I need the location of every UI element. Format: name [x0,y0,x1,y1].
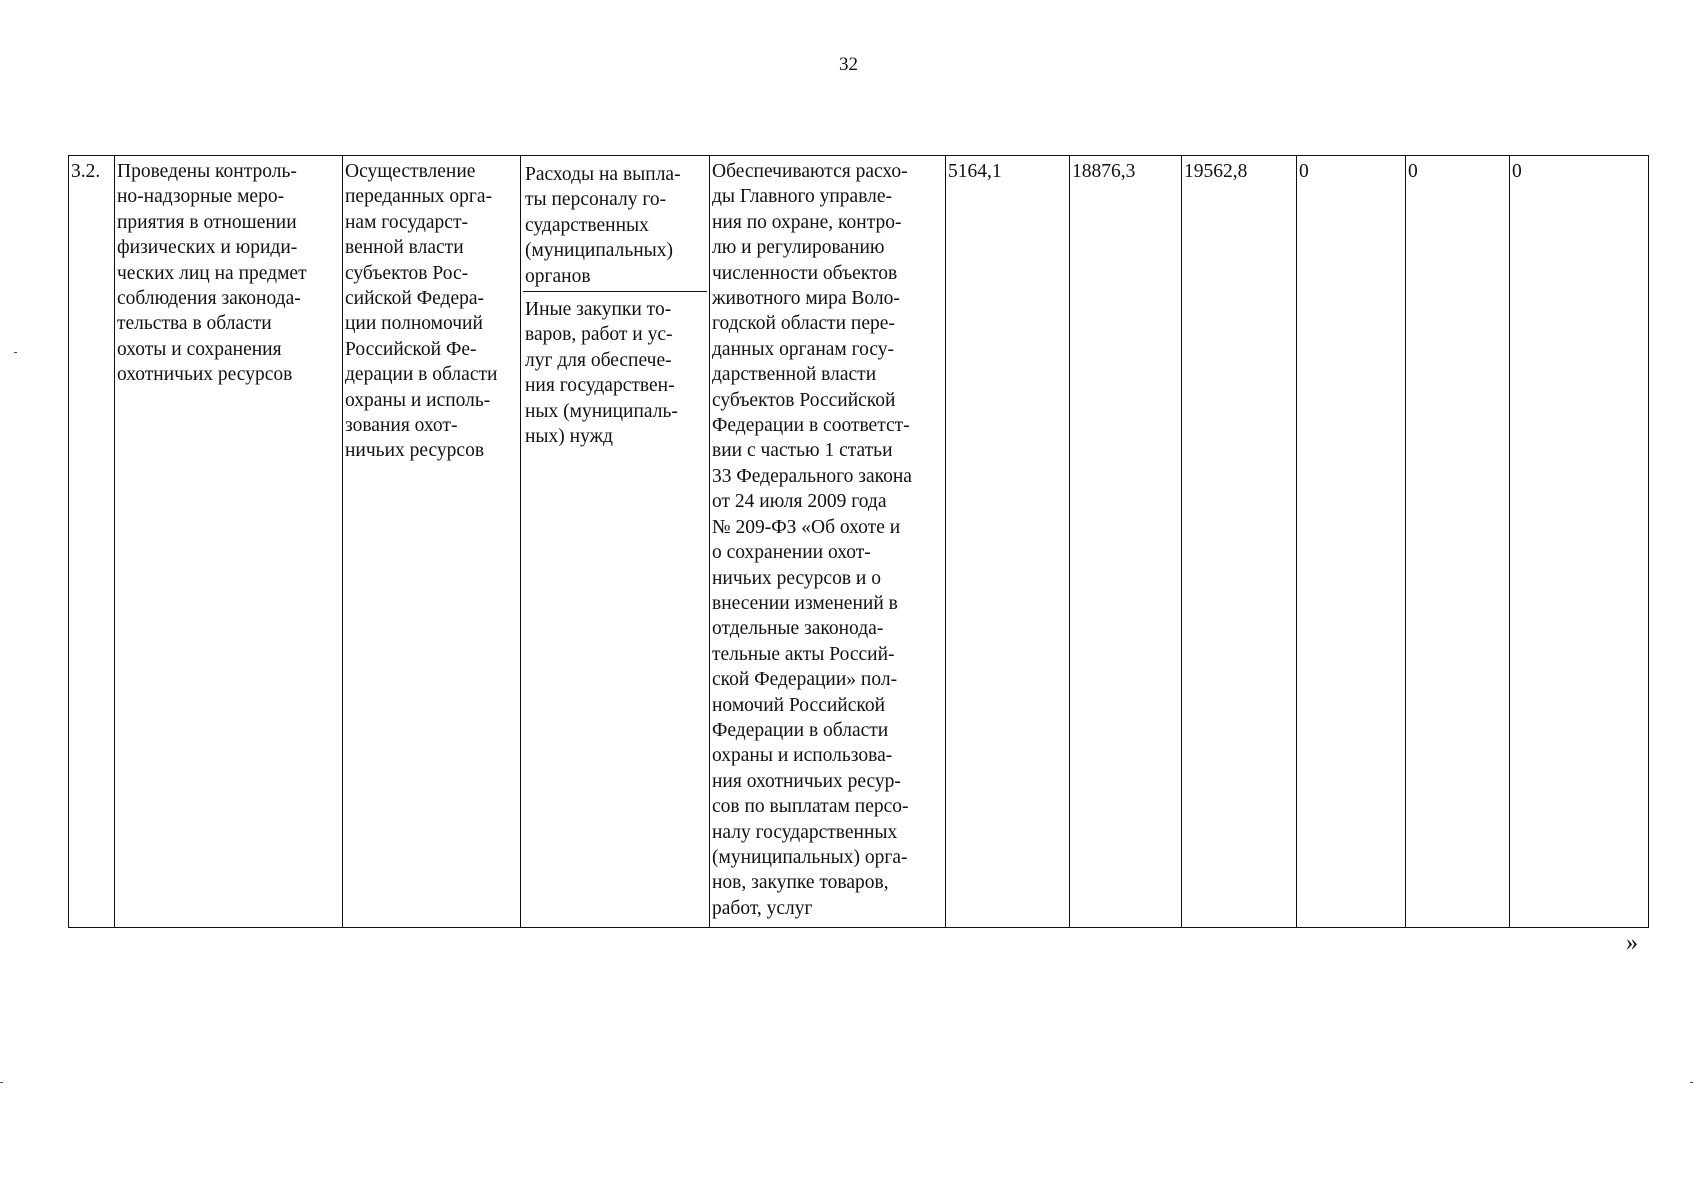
text-line: венной власти [345,237,464,259]
text-line: ных) нужд [525,426,613,448]
text-line: (муниципальных) орга- [712,846,908,868]
scan-speck [1690,1082,1693,1083]
text-line: Проведены контроль- [117,161,297,182]
text-line: отдельные законода- [712,618,884,640]
text-line: ской Федерации» пол- [712,669,898,691]
text-line: вии с частью 1 статьи [712,440,893,462]
activity-text [345,159,518,464]
text-line: физических и юриди- [117,237,298,259]
text-line: нов, закупке товаров, [712,872,889,894]
text-line: приятия в отношении [117,211,297,233]
text-line: Осуществление [345,161,476,182]
value-3: 19562,8 [1184,161,1248,182]
text-line: Российской Фе- [345,338,477,360]
text-line: сов по выплатам персо- [712,796,909,818]
description-text [712,159,943,921]
value-cell [1070,156,1182,928]
text-line: (муниципальных) [525,240,673,262]
text-line: тельства в области [117,313,272,335]
text-line: ных (муниципаль- [525,400,678,422]
value-cell [1297,156,1406,928]
text-line: переданных орга- [345,186,493,208]
budget-table [68,155,1649,928]
text-line: данных органам госу- [712,338,895,360]
text-line: луг для обеспече- [525,349,672,371]
text-line: сийской Федера- [345,288,485,310]
text-line: численности объектов [712,262,898,284]
scan-speck [14,352,17,353]
value-4: 0 [1299,161,1309,182]
text-line: ческих лиц на предмет [117,262,307,284]
text-line: № 209-ФЗ «Об охоте и [712,516,901,538]
scan-speck [0,1082,3,1083]
description-cell [710,156,946,928]
text-line: 33 Федерального закона [712,465,912,487]
text-line: органов [525,265,591,287]
value-6: 0 [1512,161,1522,182]
text-line: субъектов Российской [712,389,896,411]
text-line: сударственных [525,214,649,236]
text-line: субъектов Рос- [345,262,469,284]
text-line: зования охот- [345,415,458,437]
text-line: работ, услуг [712,897,813,919]
text-line: но-надзорные меро- [117,186,285,208]
expense-procurement-text [523,292,707,449]
text-line: дарственной власти [712,364,877,386]
result-text [117,159,340,388]
text-line: тельные акты Россий- [712,643,895,665]
text-line: ния по охране, контро- [712,211,902,233]
text-line: Обеспечиваются расхо- [712,161,908,182]
text-line: лю и регулированию [712,237,885,259]
row-number: 3.2. [71,161,101,182]
text-line: Федерации в соответст- [712,415,910,437]
text-line: охраны и исполь- [345,389,491,411]
row-number-cell [69,156,115,928]
text-line: охотничьих ресурсов [117,364,293,386]
text-line: охоты и сохранения [117,338,282,360]
value-cell [1406,156,1510,928]
value-5: 0 [1408,161,1418,182]
value-cell [946,156,1070,928]
text-line: животного мира Воло- [712,288,900,310]
text-line: ния охотничьих ресур- [712,770,901,792]
text-line: дерации в области [345,364,498,386]
text-line: Иные закупки то- [525,299,672,321]
text-line: соблюдения законода- [117,288,301,310]
text-line: нам государст- [345,211,468,233]
text-line: номочий Российской [712,694,886,716]
result-cell [115,156,343,928]
expense-type-cell [521,156,710,928]
text-line: ничьих ресурсов [345,440,485,462]
text-line: ния государствен- [525,375,675,397]
page-number: 32 [839,54,858,75]
text-line: о сохранении охот- [712,542,871,564]
text-line: годской области пере- [712,313,895,335]
text-line: налу государственных [712,821,898,843]
text-line: Расходы на выпла- [525,164,681,185]
value-1: 5164,1 [948,161,1002,182]
text-line: внесении изменений в [712,592,898,614]
value-2: 18876,3 [1072,161,1136,182]
value-cell [1182,156,1297,928]
text-line: ды Главного управле- [712,186,893,208]
text-line: Федерации в области [712,719,889,741]
text-line: ты персоналу го- [525,189,667,211]
text-line: варов, работ и ус- [525,324,673,346]
table-row [69,156,1649,928]
text-line: охраны и использова- [712,745,893,767]
activity-cell [343,156,521,928]
text-line: ничьих ресурсов и о [712,567,881,589]
expense-personnel-text [523,159,707,292]
value-cell [1510,156,1649,928]
text-line: от 24 июля 2009 года [712,491,887,513]
text-line: ции полномочий [345,313,483,335]
closing-quote: » [1626,930,1638,956]
